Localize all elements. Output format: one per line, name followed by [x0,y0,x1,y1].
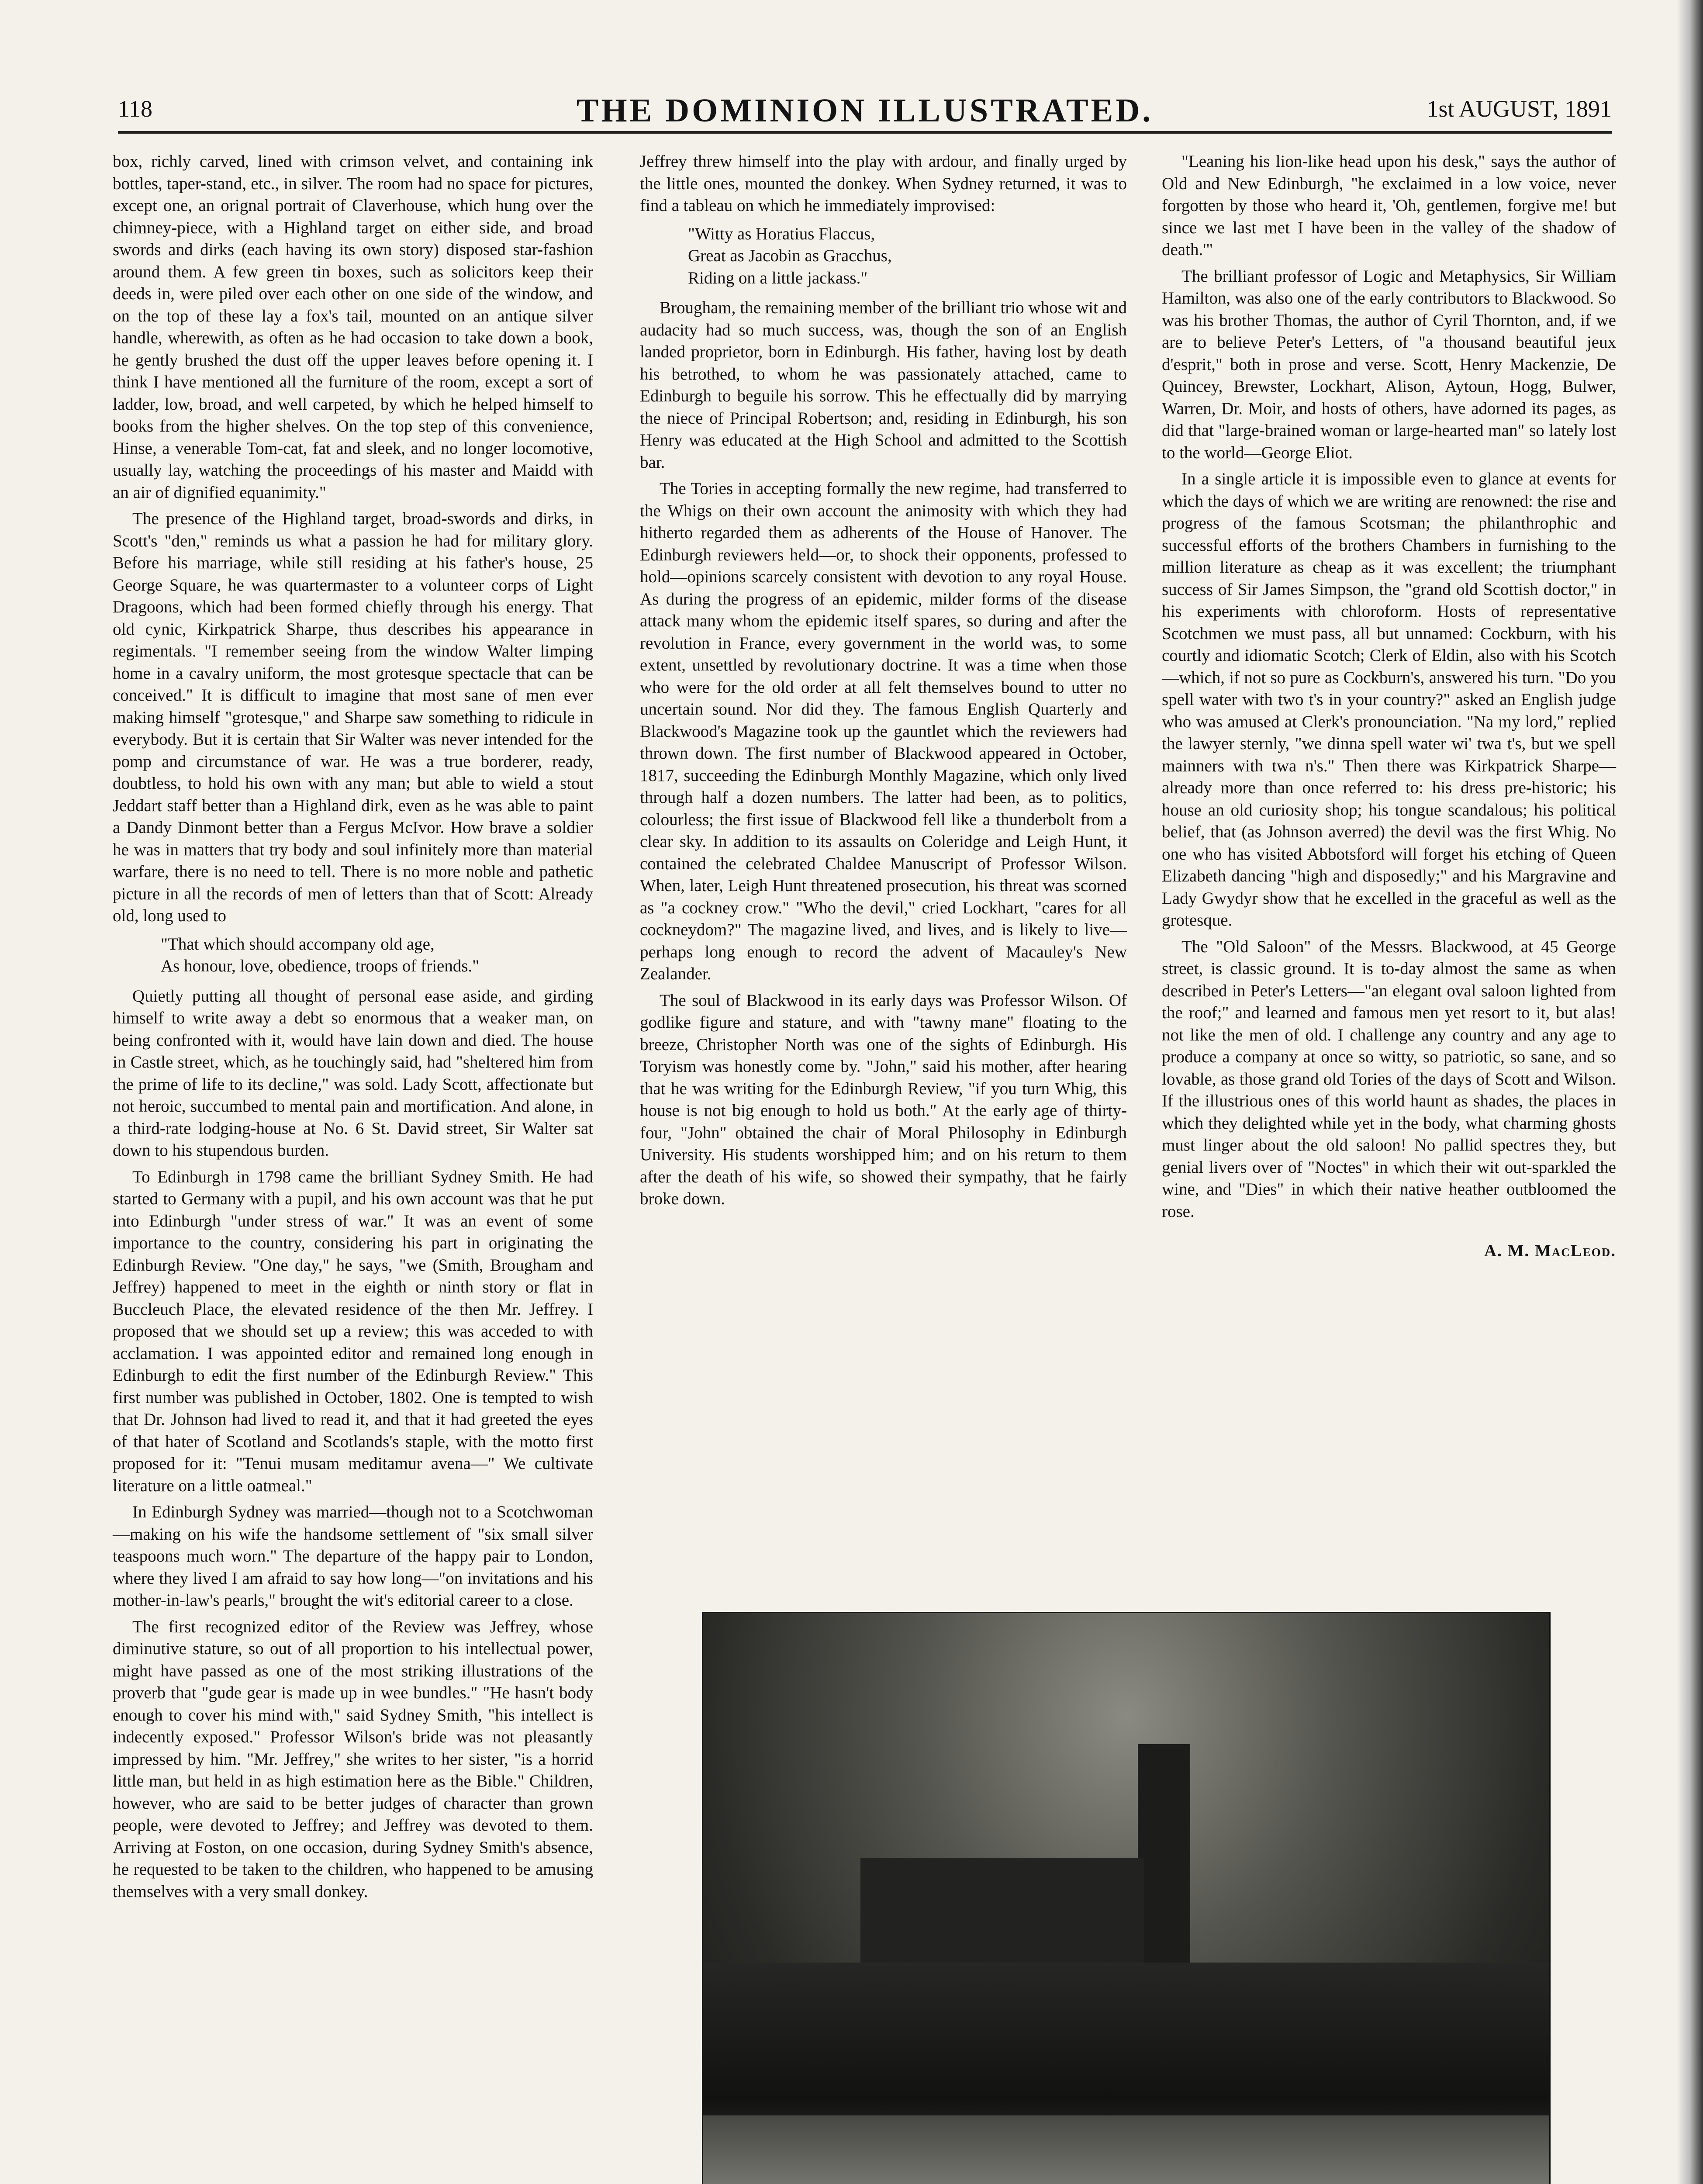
scan-edge [1677,0,1703,2184]
header-rule [118,131,1612,134]
paragraph: In a single article it is impossible even to glance at events for which the days of which we are writing are renowned: the rise and progress of the famous Scotsman; the philanthrophic and successful efforts of the brothers Chambers in furnishing to the million literature as cheap as it was excellent; the triumphant success of Sir James Simpson, the "grand old Scottish doctor," in his experiments with chloroform. Hosts of representative Scotchmen we must pass, all but unnamed: Cockburn, with his courtly and idiomatic Scotch; Clerk of Eldin, also with his Scotch—which, if not so pure as Cockburn's, answered his turn. "Do you spell water with two t's in your country?" asked an English judge who was amused at Clerk's pronounciation. "Na my lord," replied the lawyer sternly, "we dinna spell water wi' twa t's, but we spell mainners with twa n's." Then there was Kirkpatrick Sharpe—already more than once referred to: his dress pre-historic; his house an old curiosity shop; his tongue scandalous; his political belief, that (as Johnson averred) the devil was the first Whig. No one who has visited Abbotsford will forget his etching of Queen Elizabeth dancing "high and disposedly;" and his Margravine and Lady Gwydyr show that he excelled in the graceful as well as the grotesque. [1162,470,1616,930]
verse-quote [161,933,593,978]
masthead: THE DOMINION ILLUSTRATED. [576,92,1154,129]
verse-line: Riding on a little jackass." [688,268,868,287]
cathedral-nave [860,1858,1144,1971]
column-1 [113,151,593,1907]
paragraph: Brougham, the remaining member of the brilliant trio whose wit and audacity had so much success, was, though the son of an English landed proprietor, born in Edinburgh. His father, having lost by death his betrothed, to whom he was passionately attached, came to Edinburgh to beguile his sorrow. This he effectually did by marrying the niece of Principal Robertson; and, residing in Edinburgh, his son Henry was educated at the High School and admitted to the Scottish bar. [640,298,1127,472]
verse-quote [688,223,1127,290]
paragraph: The soul of Blackwood in its early days was Professor Wilson. Of godlike figure and stature, and with "tawny mane" floating to the breeze, Christopher North was one of the sights of Edinburgh. His Toryism was honestly come by. "John," said his mother, after hearing that he was writing for the Edinburgh Review, "if you turn Whig, this house is not big enough to hold us both." At the early age of thirty-four, "John" obtained the chair of Moral Philosophy in Edinburgh University. His students worshipped him; and on his return to them after the death of his wife, so showed their sympathy, that he fairly broke down. [640,991,1127,1208]
paragraph: box, richly carved, lined with crimson velvet, and containing ink bottles, taper-stand, etc., in silver. The room had no space for pictures, except one, an orignal portrait of Claverhouse, which hung over the chimney-piece, with a Highland target on either side, and broad swords and dirks (each having its own story) disposed star-fashion around them. A few green tin boxes, such as solicitors keep their deeds in, were piled over each other on one side of the window, and on the top of these lay a fox's tail, mounted on an antique silver handle, wherewith, as often as he had occasion to take down a book, he gently brushed the dust off the upper leaves before opening it. I think I have mentioned all the furniture of the room, except a sort of ladder, low, broad, and well carpeted, by which he helped himself to books from the higher shelves. On the top step of this convenience, Hinse, a venerable Tom-cat, fat and sleek, and no longer locomotive, usually lay, watching the proceedings of his master and Maidd with an air of dignified equanimity." [113,152,593,502]
issue-date: 1st AUGUST, 1891 [1427,96,1612,122]
cathedral-photograph [702,1612,1551,2184]
page-number: 118 [118,96,152,122]
paragraph: The first recognized editor of the Review was Jeffrey, whose diminutive stature, so out of all proportion to his intellectual power, might have passed as one of the most striking illustrations of the proverb that "gude gear is made up in wee bundles." "He hasn't body enough to cover his mind with," said Sydney Smith, "his intellect is indecently exposed." Professor Wilson's bride was not pleasantly impressed by him. "Mr. Jeffrey," she writes to her sister, "is a horrid little man, but held in as high estimation here as the Bible." Children, however, who are said to be better judges of character than grown people, were devoted to Jeffrey; and Jeffrey was devoted to them. Arriving at Foston, on one occasion, during Sydney Smith's absence, he requested to be taken to the children, who happened to be amusing themselves with a very small donkey. [113,1617,593,1901]
verse-line: Great as Jacobin as Gracchus, [688,246,892,265]
river-water [703,2115,1549,2184]
paragraph: The "Old Saloon" of the Messrs. Blackwood, at 45 George street, is classic ground. It is to-day almost the same as when described in Peter's Letters—"an elegant oval saloon lighted from the roof;" and learned and famous men yet resort to it, but alas! not like the men of old. I challenge any country and any age to produce a company at once so witty, so patriotic, so sane, and so lovable, as those grand old Tories of the days of Scott and Wilson. If the illustrious ones of this world haunt as shades, the places in which they delighted while yet in the body, what charming ghosts must linger about the old saloon! No pallid spectres they, but genial livers over of "Noctes" in which their wit out-sparkled the wine, and "Dies" in which their native heather outbloomed the rose. [1162,937,1616,1221]
paragraph: To Edinburgh in 1798 came the brilliant Sydney Smith. He had started to Germany with a pupil, and his own account was that he put into Edinburgh "under stress of war." It was an event of some importance to the country, considering his part in originating the Edinburgh Review. "One day," he says, "we (Smith, Brougham and Jeffrey) happened to meet in the eighth or ninth story or flat in Buccleuch Place, the elevated residence of the then Mr. Jeffrey. I proposed that we should set up a review; this was acceded to with acclamation. I was appointed editor and remained long enough in Edinburgh to edit the first number of the Edinburgh Review." This first number was published in October, 1802. One is tempted to wish that Dr. Johnson had lived to read it, and that it had greeted the eyes of that hater of Scotland and Scotlands's staple, with the motto first proposed for it: "Tenui musam meditamur avena—" We cultivate literature on a little oatmeal." [113,1167,593,1495]
page-header [118,92,1612,131]
paragraph: In Edinburgh Sydney was married—though not to a Scotchwoman—making on his wife the handsome settlement of "six small silver teaspoons much worn." The departure of the happy pair to London, where they lived I am afraid to say how long—"on invitations and his mother-in-law's pearls," brought the wit's editorial career to a close. [113,1503,593,1610]
paragraph: The Tories in accepting formally the new regime, had transferred to the Whigs on their own account the animosity with which they had hitherto regarded them as adherents of the House of Hanover. The Edinburgh reviewers held—or, to shock their opponents, professed to hold—opinions scarcely consistent with devotion to any royal House. As during the progress of an epidemic, milder forms of the disease attack many whom the epidemic itself spares, so during and after the revolution in France, every government in the world was, to some extent, unsettled by revolutionary doctrine. It was a time when those who were for the old order at all felt themselves bound to utter no uncertain sound. Nor did they. The famous English Quarterly and Blackwood's Magazine took up the gauntlet which the reviewers had thrown down. The first number of Blackwood appeared in October, 1817, succeeding the Edinburgh Monthly Magazine, which only lived through half a dozen numbers. The latter had been, as to politics, colourless; the first issue of Blackwood fell like a thunderbolt from a clear sky. In addition to its assaults on Coleridge and Leigh Hunt, it contained the celebrated Chaldee Manuscript of Professor Wilson. When, later, Leigh Hunt threatened prosecution, his threat was scorned as "a cockney crow." "Who the devil," cried Lockhart, "cares for all cockneydom?" The magazine lived, and lives, and is likely to live—perhaps long enough to record the advent of Macauley's New Zealander. [640,479,1127,983]
verse-line: "Witty as Horatius Flaccus, [688,224,875,243]
paragraph: "Leaning his lion-like head upon his desk," says the author of Old and New Edinburgh, "he exclaimed in a low voice, never forgotten by those who heard it, 'Oh, gentlemen, forgive me! but since we last met I have been in the valley of the shadow of death.'" [1162,152,1616,259]
column-2 [640,151,1127,1215]
verse-line: "That which should accompany old age, [161,934,435,954]
verse-line: As honour, love, obedience, troops of friends." [161,957,480,975]
paragraph: Quietly putting all thought of personal ease aside, and girding himself to write away a debt so enormous that a weaker man, on being confronted with it, would have lain down and died. The house in Castle street, which, as he touchingly said, had "sheltered him from the prime of life to its decline," was sold. Lady Scott, affectionate but not heroic, succumbed to mental pain and mortification. And alone, in a third-rate lodging-house at No. 6 St. David street, Sir Walter sat down to his stupendous burden. [113,986,593,1160]
paragraph: The brilliant professor of Logic and Metaphysics, Sir William Hamilton, was also one of the early contributors to Blackwood. So was his brother Thomas, the author of Cyril Thornton, and, if we are to believe Peter's Letters, of "a thousand beautiful jeux d'esprit," both in prose and verse. Scott, Henry Mackenzie, De Quincey, Brewster, Lockhart, Alison, Aytoun, Hogg, Bulwer, Warren, Dr. Moir, and hosts of others, have adorned its pages, as did that "large-brained woman or large-hearted man" so lately lost to the world—George Eliot. [1162,266,1616,462]
paragraph: Jeffrey threw himself into the play with ardour, and finally urged by the little ones, mounted the donkey. When Sydney returned, it was to find a tableau on which he immediately improvised: [640,152,1127,215]
author-signature: A. M. MacLeod. [1484,1241,1616,1260]
column-3 [1162,151,1616,1262]
paragraph: The presence of the Highland target, broad-swords and dirks, in Scott's "den," reminds us what a passion he had for military glory. Before his marriage, while still residing at his father's house, 25 George Square, he was quartermaster to a volunteer corps of Light Dragoons, which had been formed chiefly through his energy. That old cynic, Kirkpatrick Sharpe, thus describes his appearance in regimentals. "I remember seeing from the window Walter limping home in a cavalry uniform, the most grotesque spectacle that can be conceived." It is difficult to imagine that most sane of men ever making himself "grotesque," and Sharpe saw something to ridicule in everybody. But it is certain that Sir Walter was never intended for the pomp and circumstance of war. He was a true borderer, ready, doubtless, to hold his own with any man; but able to wield a stout Jeddart staff better than a Highland dirk, even as he was able to paint a Dandy Dinmont better than a Fergus McIvor. How brave a soldier he was in matters that try body and soul infinitely more than material warfare, there is no need to tell. There is no more noble and pathetic picture in all the records of men of letters than that of Scott: Already old, long used to [113,509,593,925]
